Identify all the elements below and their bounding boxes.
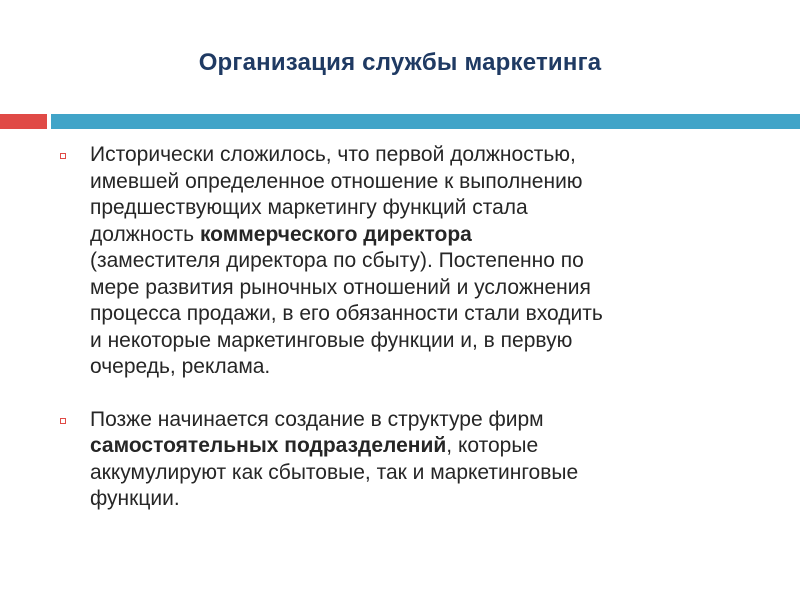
square-bullet-icon (60, 153, 66, 159)
slide-title: Организация службы маркетинга (198, 49, 602, 76)
bullet-text (90, 407, 760, 513)
text-run: имевшей определенное отношение к выполнению (90, 169, 583, 193)
bold-term-independent-divisions: самостоятельных подразделений (90, 434, 447, 457)
bullet-text (90, 142, 760, 381)
text-run: предшествующих маркетингу функций стала (90, 196, 528, 219)
text-run: аккумулируют как сбытовые, так и маркетинговые (90, 460, 579, 484)
text-run: мере развития рыночных отношений и усложнения (90, 275, 591, 299)
title-underline-blue-bar (51, 114, 800, 129)
bullet-list (60, 142, 760, 513)
text-run: (заместителя директора по сбыту). Постепенно по (90, 249, 584, 272)
text-run: , которые (446, 434, 539, 457)
square-bullet-icon (60, 418, 66, 424)
text-run: Исторически сложилось, что первой должностью, (90, 143, 576, 166)
bullet-item-1 (60, 142, 760, 381)
text-run: Позже начинается создание в структуре фирм (90, 407, 544, 431)
text-run: очередь, реклама. (90, 355, 271, 378)
text-run: функции. (90, 487, 180, 510)
text-run: должность (90, 222, 200, 246)
bullet-item-2 (60, 407, 760, 513)
text-run: процесса продажи, в его обязанности стали входить (90, 302, 603, 325)
text-run: и некоторые маркетинговые функции и, в первую (90, 328, 573, 352)
bold-term-commercial-director: коммерческого директора (199, 222, 472, 246)
title-underline-red-bar (0, 114, 47, 129)
